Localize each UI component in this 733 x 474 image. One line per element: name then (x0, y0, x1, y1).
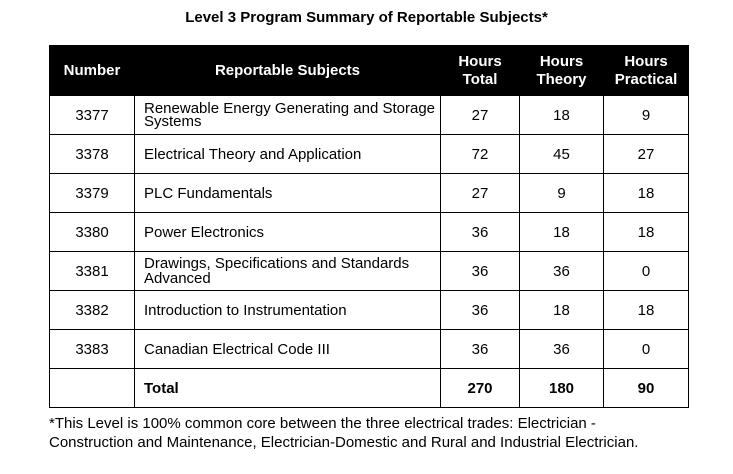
footnote-line-2: Construction and Maintenance, Electrician-Domestic and Rural and Industrial Electrician. (49, 434, 639, 451)
header-number: Number (50, 46, 135, 96)
header-hours-total (441, 46, 520, 96)
table-row (50, 213, 689, 252)
header-hours-total-line1: Hours (458, 52, 502, 70)
table-row (50, 174, 689, 213)
cell-hours-total: 36 (441, 252, 520, 291)
header-hours-theory (520, 46, 604, 96)
cell-number: 3380 (50, 213, 135, 252)
cell-hours-theory: 18 (520, 96, 604, 135)
header-hours-theory-line2: Theory (536, 70, 587, 88)
cell-hours-theory: 18 (520, 213, 604, 252)
cell-hours-total: 36 (441, 213, 520, 252)
cell-hours-theory: 36 (520, 330, 604, 369)
cell-number-empty (50, 369, 135, 408)
footnote (49, 414, 729, 452)
cell-subject: Electrical Theory and Application (135, 135, 441, 174)
cell-hours-practical: 0 (604, 252, 689, 291)
cell-hours-theory: 9 (520, 174, 604, 213)
header-hours-practical-line1: Hours (624, 52, 668, 70)
table-row (50, 330, 689, 369)
footnote-line-1: *This Level is 100% common core between the three electrical trades: Electrician - (49, 415, 596, 432)
cell-subject: PLC Fundamentals (135, 174, 441, 213)
table-row (50, 135, 689, 174)
cell-hours-total: 27 (441, 96, 520, 135)
cell-hours-practical: 18 (604, 213, 689, 252)
cell-subject: Power Electronics (135, 213, 441, 252)
cell-subject: Introduction to Instrumentation (135, 291, 441, 330)
cell-subject: Drawings, Specifications and Standards Advanced (135, 252, 441, 291)
cell-hours-practical: 18 (604, 291, 689, 330)
cell-number: 3381 (50, 252, 135, 291)
cell-hours-total: 36 (441, 291, 520, 330)
cell-hours-total: 72 (441, 135, 520, 174)
total-label: Total (135, 369, 441, 408)
table-header-row (50, 46, 689, 96)
cell-number: 3378 (50, 135, 135, 174)
cell-hours-practical: 27 (604, 135, 689, 174)
table-row (50, 96, 689, 135)
cell-number: 3379 (50, 174, 135, 213)
header-reportable-subjects: Reportable Subjects (135, 46, 441, 96)
table-row (50, 252, 689, 291)
cell-number: 3383 (50, 330, 135, 369)
cell-hours-practical: 18 (604, 174, 689, 213)
total-hours-theory: 180 (520, 369, 604, 408)
cell-hours-total: 27 (441, 174, 520, 213)
table-row (50, 291, 689, 330)
header-hours-total-line2: Total (462, 70, 498, 88)
cell-hours-theory: 36 (520, 252, 604, 291)
cell-number: 3377 (50, 96, 135, 135)
cell-number: 3382 (50, 291, 135, 330)
page-title: Level 3 Program Summary of Reportable Subjects* (185, 9, 548, 26)
cell-hours-total: 36 (441, 330, 520, 369)
total-hours-total: 270 (441, 369, 520, 408)
header-hours-theory-line1: Hours (539, 52, 584, 70)
cell-hours-theory: 45 (520, 135, 604, 174)
program-summary-table (49, 45, 689, 408)
header-hours-practical-line2: Practical (614, 70, 678, 88)
cell-hours-practical: 9 (604, 96, 689, 135)
cell-hours-practical: 0 (604, 330, 689, 369)
cell-subject: Canadian Electrical Code III (135, 330, 441, 369)
total-row (50, 369, 689, 408)
header-hours-practical (604, 46, 689, 96)
cell-subject: Renewable Energy Generating and Storage Systems (135, 96, 441, 135)
cell-hours-theory: 18 (520, 291, 604, 330)
total-hours-practical: 90 (604, 369, 689, 408)
